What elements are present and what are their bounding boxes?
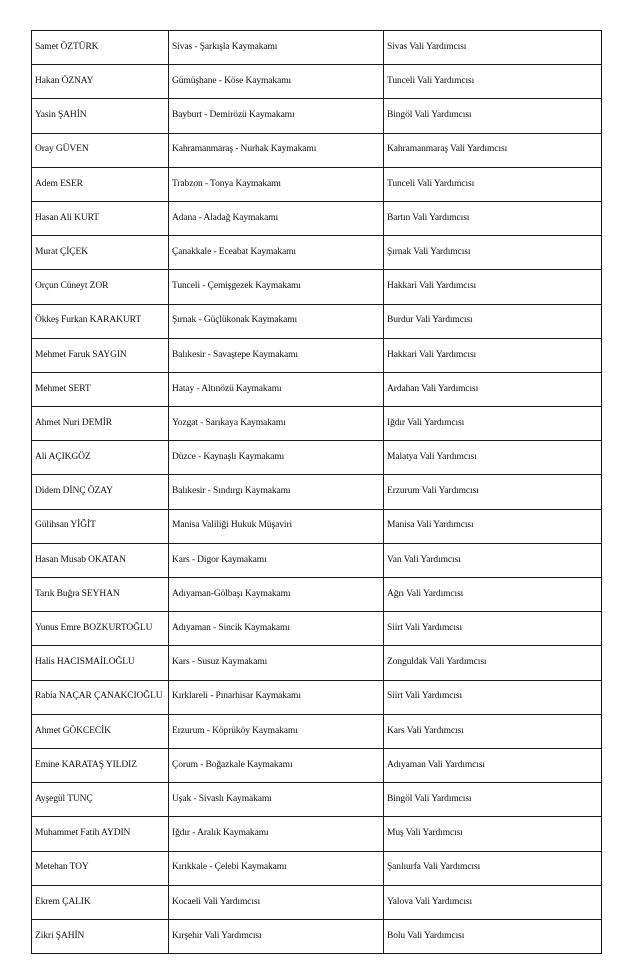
name-cell: Hasan Musab OKATAN bbox=[32, 543, 169, 577]
new-post-cell: Manisa Vali Yardımcısı bbox=[384, 509, 602, 543]
appointments-table bbox=[31, 30, 602, 954]
table-row bbox=[32, 817, 602, 851]
new-post-cell: Bolu Vali Yardımcısı bbox=[384, 919, 602, 953]
new-post-cell: Kars Vali Yardımcısı bbox=[384, 714, 602, 748]
name-cell: Adem ESER bbox=[32, 167, 169, 201]
new-post-cell: Burdur Vali Yardımcısı bbox=[384, 304, 602, 338]
name-cell: Hakan ÖZNAY bbox=[32, 65, 169, 99]
new-post-cell: Siirt Vali Yardımcısı bbox=[384, 680, 602, 714]
name-cell: Orçun Cüneyt ZOR bbox=[32, 270, 169, 304]
table-row bbox=[32, 714, 602, 748]
name-cell: Samet ÖZTÜRK bbox=[32, 31, 169, 65]
previous-post-cell: Kırşehir Vali Yardımcısı bbox=[169, 919, 384, 953]
previous-post-cell: Kırıkkale - Çelebi Kaymakamı bbox=[169, 851, 384, 885]
table-row bbox=[32, 304, 602, 338]
new-post-cell: Siirt Vali Yardımcısı bbox=[384, 612, 602, 646]
new-post-cell: Şırnak Vali Yardımcısı bbox=[384, 236, 602, 270]
name-cell: Ökkeş Furkan KARAKURT bbox=[32, 304, 169, 338]
name-cell: Ayşegül TUNÇ bbox=[32, 783, 169, 817]
previous-post-cell: Adana - Aladağ Kaymakamı bbox=[169, 201, 384, 235]
new-post-cell: Şanlıurfa Vali Yardımcısı bbox=[384, 851, 602, 885]
previous-post-cell: Kars - Susuz Kaymakamı bbox=[169, 646, 384, 680]
name-cell: Yunus Emre BOZKURTOĞLU bbox=[32, 612, 169, 646]
table-row bbox=[32, 65, 602, 99]
table-row bbox=[32, 509, 602, 543]
table-row bbox=[32, 851, 602, 885]
previous-post-cell: Adıyaman - Sincik Kaymakamı bbox=[169, 612, 384, 646]
previous-post-cell: Kahramanmaraş - Nurhak Kaymakamı bbox=[169, 133, 384, 167]
previous-post-cell: Sivas - Şarkışla Kaymakamı bbox=[169, 31, 384, 65]
name-cell: Tarık Buğra SEYHAN bbox=[32, 578, 169, 612]
name-cell: Zikri ŞAHİN bbox=[32, 919, 169, 953]
table-row bbox=[32, 167, 602, 201]
new-post-cell: Iğdır Vali Yardımcısı bbox=[384, 407, 602, 441]
name-cell: Oray GÜVEN bbox=[32, 133, 169, 167]
name-cell: Muhammet Fatih AYDIN bbox=[32, 817, 169, 851]
previous-post-cell: Kars - Digor Kaymakamı bbox=[169, 543, 384, 577]
previous-post-cell: Balıkesir - Sındırgı Kaymakamı bbox=[169, 475, 384, 509]
previous-post-cell: Adıyaman-Gölbaşı Kaymakamı bbox=[169, 578, 384, 612]
name-cell: Murat ÇİÇEK bbox=[32, 236, 169, 270]
new-post-cell: Malatya Vali Yardımcısı bbox=[384, 441, 602, 475]
appointments-table-body bbox=[32, 31, 602, 954]
table-row bbox=[32, 99, 602, 133]
previous-post-cell: Gümüşhane - Köse Kaymakamı bbox=[169, 65, 384, 99]
name-cell: Halis HACISMAİLOĞLU bbox=[32, 646, 169, 680]
table-row bbox=[32, 885, 602, 919]
table-row bbox=[32, 646, 602, 680]
name-cell: Ekrem ÇALIK bbox=[32, 885, 169, 919]
new-post-cell: Bingöl Vali Yardımcısı bbox=[384, 99, 602, 133]
previous-post-cell: Kırklareli - Pınarhisar Kaymakamı bbox=[169, 680, 384, 714]
previous-post-cell: Balıkesir - Savaştepe Kaymakamı bbox=[169, 338, 384, 372]
previous-post-cell: Çanakkale - Eceabat Kaymakamı bbox=[169, 236, 384, 270]
new-post-cell: Zonguldak Vali Yardımcısı bbox=[384, 646, 602, 680]
name-cell: Emine KARATAŞ YILDIZ bbox=[32, 748, 169, 782]
table-row bbox=[32, 783, 602, 817]
new-post-cell: Sivas Vali Yardımcısı bbox=[384, 31, 602, 65]
previous-post-cell: Kocaeli Vali Yardımcısı bbox=[169, 885, 384, 919]
name-cell: Rabia NAÇAR ÇANAKCIOĞLU bbox=[32, 680, 169, 714]
name-cell: Metehan TOY bbox=[32, 851, 169, 885]
name-cell: Didem DİNÇ ÖZAY bbox=[32, 475, 169, 509]
previous-post-cell: Trabzon - Tonya Kaymakamı bbox=[169, 167, 384, 201]
previous-post-cell: Düzce - Kaynaşlı Kaymakamı bbox=[169, 441, 384, 475]
table-row bbox=[32, 201, 602, 235]
previous-post-cell: Iğdır - Aralık Kaymakamı bbox=[169, 817, 384, 851]
name-cell: Hasan Ali KURT bbox=[32, 201, 169, 235]
new-post-cell: Van Vali Yardımcısı bbox=[384, 543, 602, 577]
previous-post-cell: Yozgat - Sarıkaya Kaymakamı bbox=[169, 407, 384, 441]
new-post-cell: Erzurum Vali Yardımcısı bbox=[384, 475, 602, 509]
new-post-cell: Ağrı Vali Yardımcısı bbox=[384, 578, 602, 612]
table-row bbox=[32, 372, 602, 406]
previous-post-cell: Şırnak - Güçlükonak Kaymakamı bbox=[169, 304, 384, 338]
table-row bbox=[32, 680, 602, 714]
name-cell: Mehmet Faruk SAYGIN bbox=[32, 338, 169, 372]
new-post-cell: Tunceli Vali Yardımcısı bbox=[384, 167, 602, 201]
table-row bbox=[32, 133, 602, 167]
name-cell: Ali AÇIKGÖZ bbox=[32, 441, 169, 475]
table-row bbox=[32, 441, 602, 475]
table-row bbox=[32, 236, 602, 270]
name-cell: Ahmet GÖKCECİK bbox=[32, 714, 169, 748]
table-row bbox=[32, 407, 602, 441]
previous-post-cell: Uşak - Sivaslı Kaymakamı bbox=[169, 783, 384, 817]
name-cell: Gülihsan YİĞİT bbox=[32, 509, 169, 543]
table-row bbox=[32, 919, 602, 953]
table-row bbox=[32, 270, 602, 304]
name-cell: Ahmet Nuri DEMİR bbox=[32, 407, 169, 441]
new-post-cell: Hakkari Vali Yardımcısı bbox=[384, 270, 602, 304]
new-post-cell: Kahramanmaraş Vali Yardımcısı bbox=[384, 133, 602, 167]
new-post-cell: Muş Vali Yardımcısı bbox=[384, 817, 602, 851]
new-post-cell: Adıyaman Vali Yardımcısı bbox=[384, 748, 602, 782]
new-post-cell: Yalova Vali Yardımcısı bbox=[384, 885, 602, 919]
previous-post-cell: Tunceli - Çemişgezek Kaymakamı bbox=[169, 270, 384, 304]
table-row bbox=[32, 338, 602, 372]
new-post-cell: Tunceli Vali Yardımcısı bbox=[384, 65, 602, 99]
table-row bbox=[32, 578, 602, 612]
table-row bbox=[32, 31, 602, 65]
previous-post-cell: Hatay - Altınözü Kaymakamı bbox=[169, 372, 384, 406]
new-post-cell: Bartın Vali Yardımcısı bbox=[384, 201, 602, 235]
previous-post-cell: Çorum - Boğazkale Kaymakamı bbox=[169, 748, 384, 782]
previous-post-cell: Manisa Valiliği Hukuk Müşaviri bbox=[169, 509, 384, 543]
previous-post-cell: Bayburt - Demirözü Kaymakamı bbox=[169, 99, 384, 133]
table-row bbox=[32, 543, 602, 577]
name-cell: Yasin ŞAHİN bbox=[32, 99, 169, 133]
new-post-cell: Hakkari Vali Yardımcısı bbox=[384, 338, 602, 372]
new-post-cell: Bingöl Vali Yardımcısı bbox=[384, 783, 602, 817]
previous-post-cell: Erzurum - Köprüköy Kaymakamı bbox=[169, 714, 384, 748]
table-row bbox=[32, 748, 602, 782]
table-row bbox=[32, 612, 602, 646]
name-cell: Mehmet SERT bbox=[32, 372, 169, 406]
new-post-cell: Ardahan Vali Yardımcısı bbox=[384, 372, 602, 406]
table-row bbox=[32, 475, 602, 509]
